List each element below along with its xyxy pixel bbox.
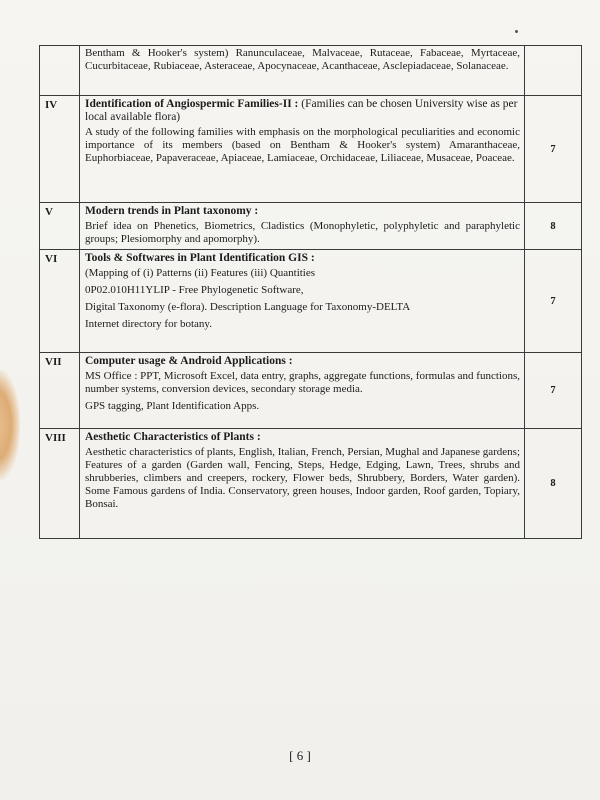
unit-heading — [85, 205, 520, 218]
unit-credits: 8 — [525, 429, 582, 539]
unit-paragraph: Brief idea on Phenetics, Biometrics, Cladistics (Monophyletic, polyphyletic and paraphyletic groups; Plesiomorphy and apomorphy). — [85, 220, 520, 245]
unit-title: Identification of Angiospermic Families-II : — [85, 98, 299, 110]
unit-title: Tools & Softwares in Plant Identification GIS : — [85, 252, 315, 264]
unit-content — [80, 250, 525, 353]
unit-content — [80, 429, 525, 539]
unit-title: Aesthetic Characteristics of Plants : — [85, 431, 261, 443]
unit-number: VIII — [40, 429, 80, 539]
unit-content — [80, 203, 525, 250]
unit-paragraph: Digital Taxonomy (e-flora). Description Language for Taxonomy-DELTA — [85, 301, 411, 313]
speck — [515, 30, 518, 33]
unit-paragraph: A study of the following families with emphasis on the morphological peculiarities and economic importance of its members (based on Bentham & Hooker's system) Amaranthaceae, Euphorbiaceae, Papaveraceae, Apiaceae, Lamiaceae, Orchidaceae, Liliaceae, Musaceae, Poaceae. — [85, 126, 520, 164]
unit-number — [40, 46, 80, 96]
unit-paragraph: GPS tagging, Plant Identification Apps. — [85, 400, 260, 412]
unit-paragraph: (Mapping of (i) Patterns (ii) Features (iii) Quantities — [85, 267, 316, 279]
unit-paragraph: 0P02.010H11YLIP - Free Phylogenetic Software, — [85, 284, 304, 296]
unit-number: VII — [40, 353, 80, 429]
unit-heading-note: (Families can be chosen University wise as per local available flora) — [85, 98, 518, 123]
unit-title: Modern trends in Plant taxonomy : — [85, 205, 259, 217]
unit-credits — [525, 46, 582, 96]
unit-paragraph: Bentham & Hooker's system) Ranunculaceae, Malvaceae, Rutaceae, Fabaceae, Myrtaceae, Cucurbitaceae, Rubiaceae, Asteraceae, Apocynaceae, Acanthaceae, Asclepiadaceae, Solanaceae. — [85, 47, 520, 72]
table-row — [40, 96, 582, 203]
thumb-smudge — [0, 370, 20, 480]
unit-number: IV — [40, 96, 80, 203]
table-row — [40, 250, 582, 353]
syllabus-table — [39, 45, 582, 539]
unit-paragraph: Aesthetic characteristics of plants, English, Italian, French, Persian, Mughal and Japanese gardens; Features of a garden (Garden wall, Fencing, Steps, Hedge, Edging, Lawn, Trees, shrubs and shrubberies, climbers and creepers, rockery, Flower beds, Shrubbery, Borders, Water garden). Some Famous gardens of India. Conservatory, green houses, Indoor garden, Roof garden, Topiary, Bonsai. — [85, 446, 520, 510]
unit-content — [80, 96, 525, 203]
unit-heading — [85, 98, 520, 124]
unit-paragraph: MS Office : PPT, Microsoft Excel, data entry, graphs, aggregate functions, formulas and functions, number systems, conversion devices, secondary storage media. — [85, 370, 520, 395]
unit-credits: 7 — [525, 250, 582, 353]
unit-content — [80, 46, 525, 96]
unit-heading — [85, 431, 520, 444]
unit-credits: 7 — [525, 353, 582, 429]
table-row — [40, 46, 582, 96]
unit-credits: 7 — [525, 96, 582, 203]
table-row — [40, 203, 582, 250]
unit-paragraph: Internet directory for botany. — [85, 318, 212, 330]
table-row — [40, 429, 582, 539]
unit-number: V — [40, 203, 80, 250]
unit-title: Computer usage & Android Applications : — [85, 355, 293, 367]
unit-number: VI — [40, 250, 80, 353]
unit-content — [80, 353, 525, 429]
table-row — [40, 353, 582, 429]
page-number: [ 6 ] — [289, 748, 311, 763]
unit-credits: 8 — [525, 203, 582, 250]
unit-heading — [85, 252, 520, 265]
unit-heading — [85, 355, 520, 368]
